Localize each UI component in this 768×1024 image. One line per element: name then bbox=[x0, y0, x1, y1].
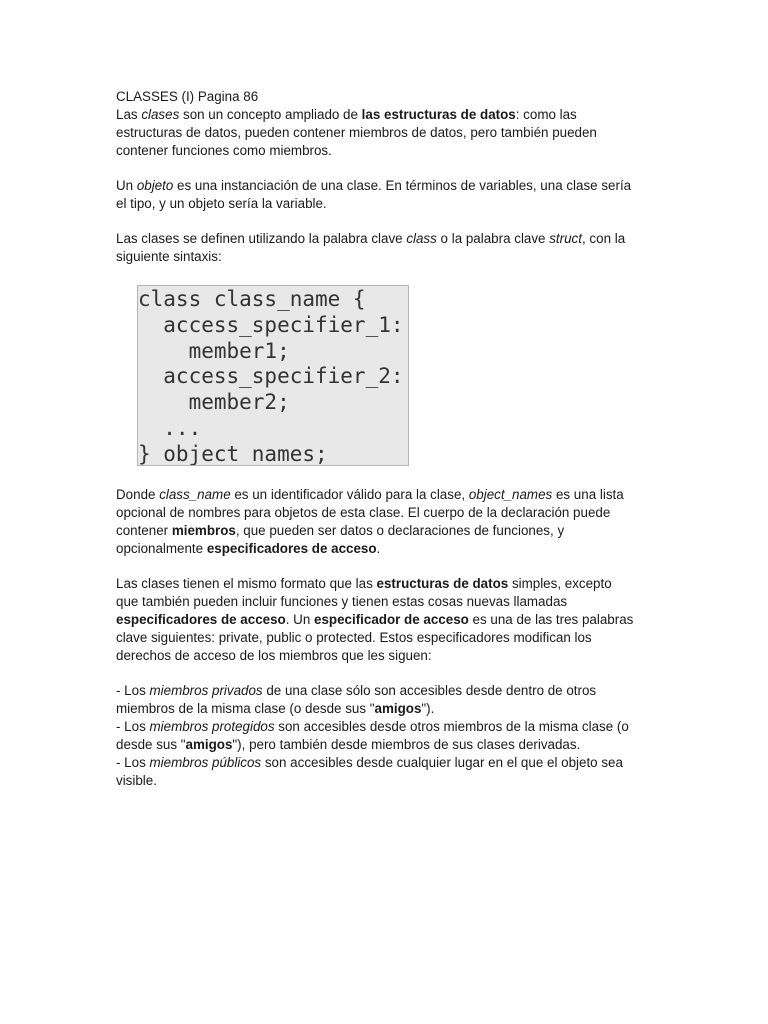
text-line: que también pueden incluir funciones y tienen estas cosas nuevas llamadas bbox=[116, 594, 568, 609]
bold-text: las estructuras de datos bbox=[361, 107, 516, 122]
list-item: - Los miembros públicos son accesibles desde cualquier lugar en el que el objeto sea bbox=[116, 755, 623, 770]
code-snippet-image bbox=[137, 285, 409, 466]
emphasis-text: objeto bbox=[136, 178, 174, 193]
code-line: } object_names; bbox=[138, 441, 328, 466]
object-paragraph bbox=[116, 177, 661, 213]
list-item-continued: miembros de la misma clase (o desde sus "amigos"). bbox=[116, 701, 435, 716]
code-line: ... bbox=[138, 415, 202, 440]
syntax-paragraph bbox=[116, 230, 661, 266]
code-line: class class_name { bbox=[138, 287, 366, 311]
bold-text: amigos bbox=[374, 701, 422, 716]
emphasis-text: clases bbox=[141, 107, 180, 122]
document-page bbox=[116, 88, 661, 790]
code-line: member2; bbox=[138, 390, 290, 415]
code-line: access_specifier_1: bbox=[138, 312, 404, 337]
access-levels-list bbox=[116, 682, 661, 790]
text-line: el tipo, y un objeto sería la variable. bbox=[116, 196, 327, 211]
code-line: access_specifier_2: bbox=[138, 364, 404, 389]
code-line: member1; bbox=[138, 338, 290, 363]
bold-text: amigos bbox=[185, 737, 233, 752]
text-line: Las clases se definen utilizando la palabra clave class o la palabra clave struct, con la bbox=[116, 231, 626, 246]
text-line: clave siguientes: private, public o protected. Estos especificadores modifican los bbox=[116, 630, 592, 645]
text-line: Las clases son un concepto ampliado de las estructuras de datos: como las bbox=[116, 107, 577, 122]
access-specifiers-paragraph bbox=[116, 575, 661, 665]
text-line: Las clases tienen el mismo formato que las estructuras de datos simples, excepto bbox=[116, 576, 612, 591]
bold-text: especificadores de acceso bbox=[116, 612, 286, 627]
bold-text: especificadores de acceso bbox=[206, 541, 377, 556]
list-item: - Los miembros protegidos son accesibles desde otros miembros de la misma clase (o bbox=[116, 719, 629, 734]
bold-text: estructuras de datos bbox=[376, 576, 509, 591]
definition-paragraph bbox=[116, 486, 661, 558]
intro-paragraph bbox=[116, 88, 661, 160]
emphasis-text: miembros públicos bbox=[149, 755, 262, 770]
text-line: contener miembros, que pueden ser datos o declaraciones de funciones, y bbox=[116, 523, 565, 538]
list-item-continued: visible. bbox=[116, 773, 157, 788]
emphasis-text: struct bbox=[549, 231, 582, 246]
emphasis-text: class bbox=[406, 231, 437, 246]
text-line: opcionalmente especificadores de acceso. bbox=[116, 541, 381, 556]
emphasis-text: miembros privados bbox=[149, 683, 263, 698]
list-item-continued: desde sus "amigos"), pero también desde miembros de sus clases derivadas. bbox=[116, 737, 581, 752]
bold-text: miembros bbox=[171, 523, 236, 538]
text-line: especificadores de acceso. Un especificador de acceso es una de las tres palabras bbox=[116, 612, 634, 627]
document-heading: CLASSES (I) Pagina 86 bbox=[116, 89, 259, 104]
text-line: derechos de acceso de los miembros que les siguen: bbox=[116, 648, 432, 663]
text-line: Un objeto es una instanciación de una clase. En términos de variables, una clase sería bbox=[116, 178, 632, 193]
emphasis-text: class_name bbox=[159, 487, 231, 502]
text-line: siguiente sintaxis: bbox=[116, 249, 222, 264]
text-line: contener funciones como miembros. bbox=[116, 143, 332, 158]
text-line: Donde class_name es un identificador válido para la clase, object_names es una lista bbox=[116, 487, 624, 502]
emphasis-text: miembros protegidos bbox=[149, 719, 275, 734]
text-line: estructuras de datos, pueden contener miembros de datos, pero también pueden bbox=[116, 125, 597, 140]
bold-text: especificador de acceso bbox=[314, 612, 469, 627]
emphasis-text: object_names bbox=[468, 487, 553, 502]
list-item: - Los miembros privados de una clase sólo son accesibles desde dentro de otros bbox=[116, 683, 597, 698]
text-line: opcional de nombres para objetos de esta clase. El cuerpo de la declaración puede bbox=[116, 505, 611, 520]
